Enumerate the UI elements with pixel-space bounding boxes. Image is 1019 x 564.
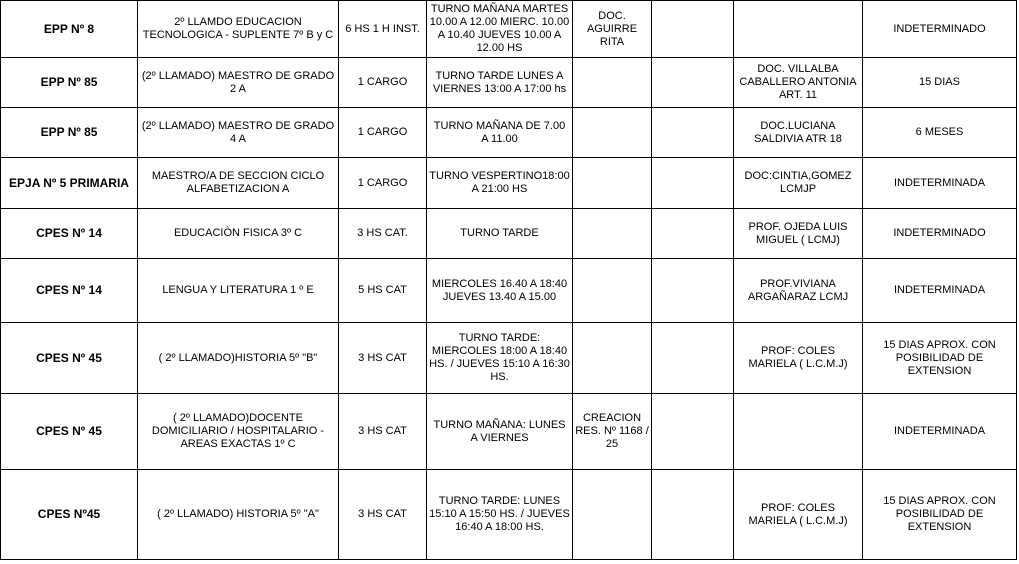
position-cell: ( 2º LLAMADO) HISTORIA 5º "A": [138, 470, 339, 560]
schedule-cell: TURNO MAÑANA: LUNES A VIERNES: [427, 394, 573, 470]
note-cell: [573, 58, 652, 108]
duration-cell: INDETERMINADA: [863, 259, 1017, 323]
replaces-cell: DOC. VILLALBA CABALLERO ANTONIA ART. 11: [734, 58, 863, 108]
note-cell: CREACION RES. Nº 1168 / 25: [573, 394, 652, 470]
hours-cell: 1 CARGO: [339, 58, 427, 108]
extra-cell: [652, 58, 734, 108]
replaces-cell: PROF.VIVIANA ARGAÑARAZ LCMJ: [734, 259, 863, 323]
hours-cell: 3 HS CAT: [339, 470, 427, 560]
duration-cell: INDETERMINADA: [863, 394, 1017, 470]
position-cell: LENGUA Y LITERATURA 1 º E: [138, 259, 339, 323]
school-cell: EPP Nº 8: [1, 1, 138, 58]
schedule-cell: TURNO TARDE: [427, 209, 573, 259]
extra-cell: [652, 394, 734, 470]
replaces-cell: PROF: COLES MARIELA ( L.C.M.J): [734, 470, 863, 560]
hours-cell: 1 CARGO: [339, 108, 427, 158]
replaces-cell: DOC.LUCIANA SALDIVIA ATR 18: [734, 108, 863, 158]
table-row: [1, 1, 1017, 58]
replaces-cell: PROF. OJEDA LUIS MIGUEL ( LCMJ): [734, 209, 863, 259]
replaces-cell: DOC:CINTIA,GOMEZ LCMJP: [734, 158, 863, 209]
extra-cell: [652, 323, 734, 394]
position-cell: MAESTRO/A DE SECCION CICLO ALFABETIZACION A: [138, 158, 339, 209]
duration-cell: INDETERMINADA: [863, 158, 1017, 209]
position-cell: 2º LLAMDO EDUCACION TECNOLOGICA - SUPLENTE 7º B y C: [138, 1, 339, 58]
position-cell: ( 2º LLAMADO)DOCENTE DOMICILIARIO / HOSPITALARIO - AREAS EXACTAS 1º C: [138, 394, 339, 470]
schedule-cell: TURNO TARDE LUNES A VIERNES 13:00 A 17:00 hs: [427, 58, 573, 108]
hours-cell: 3 HS CAT: [339, 394, 427, 470]
replaces-cell: PROF: COLES MARIELA ( L.C.M.J): [734, 323, 863, 394]
extra-cell: [652, 1, 734, 58]
position-cell: (2º LLAMADO) MAESTRO DE GRADO 4 A: [138, 108, 339, 158]
note-cell: [573, 323, 652, 394]
duration-cell: 15 DIAS APROX. CON POSIBILIDAD DE EXTENSION: [863, 323, 1017, 394]
duration-cell: INDETERMINADO: [863, 1, 1017, 58]
schedule-cell: TURNO TARDE: LUNES 15:10 A 15:50 HS. / JUEVES 16:40 A 18:00 HS.: [427, 470, 573, 560]
extra-cell: [652, 259, 734, 323]
position-cell: ( 2º LLAMADO)HISTORIA 5º "B": [138, 323, 339, 394]
table-row: [1, 108, 1017, 158]
school-cell: EPJA Nº 5 PRIMARIA: [1, 158, 138, 209]
hours-cell: 6 HS 1 H INST.: [339, 1, 427, 58]
hours-cell: 3 HS CAT.: [339, 209, 427, 259]
school-cell: CPES Nº45: [1, 470, 138, 560]
table-row: [1, 58, 1017, 108]
schedule-cell: TURNO MAÑANA MARTES 10.00 A 12.00 MIERC. 10.00 A 10.40 JUEVES 10.00 A 12.00 HS: [427, 1, 573, 58]
hours-cell: 1 CARGO: [339, 158, 427, 209]
extra-cell: [652, 158, 734, 209]
table-body: [1, 1, 1017, 560]
duration-cell: 6 MESES: [863, 108, 1017, 158]
schedule-cell: TURNO VESPERTINO18:00 A 21:00 HS: [427, 158, 573, 209]
school-cell: CPES Nº 45: [1, 323, 138, 394]
table-row: [1, 323, 1017, 394]
replaces-cell: [734, 1, 863, 58]
extra-cell: [652, 209, 734, 259]
table-row: [1, 470, 1017, 560]
table-row: [1, 259, 1017, 323]
extra-cell: [652, 108, 734, 158]
position-cell: (2º LLAMADO) MAESTRO DE GRADO 2 A: [138, 58, 339, 108]
note-cell: [573, 108, 652, 158]
note-cell: [573, 470, 652, 560]
note-cell: [573, 259, 652, 323]
schedule-cell: MIERCOLES 16.40 A 18:40 JUEVES 13.40 A 15.00: [427, 259, 573, 323]
position-cell: EDUCACIÒN FISICA 3º C: [138, 209, 339, 259]
school-cell: CPES Nº 14: [1, 259, 138, 323]
note-cell: [573, 209, 652, 259]
table-row: [1, 158, 1017, 209]
replaces-cell: [734, 394, 863, 470]
school-cell: CPES Nº 14: [1, 209, 138, 259]
table-row: [1, 209, 1017, 259]
extra-cell: [652, 470, 734, 560]
schedule-cell: TURNO MAÑANA DE 7.00 A 11.00: [427, 108, 573, 158]
duration-cell: INDETERMINADO: [863, 209, 1017, 259]
school-cell: CPES Nº 45: [1, 394, 138, 470]
schedule-cell: TURNO TARDE: MIERCOLES 18:00 A 18:40 HS. / JUEVES 15:10 A 16:30 HS.: [427, 323, 573, 394]
hours-cell: 3 HS CAT: [339, 323, 427, 394]
table-row: [1, 394, 1017, 470]
hours-cell: 5 HS CAT: [339, 259, 427, 323]
school-cell: EPP Nº 85: [1, 108, 138, 158]
note-cell: [573, 158, 652, 209]
note-cell: DOC. AGUIRRE RITA: [573, 1, 652, 58]
duration-cell: 15 DIAS APROX. CON POSIBILIDAD DE EXTENSION: [863, 470, 1017, 560]
duration-cell: 15 DIAS: [863, 58, 1017, 108]
school-cell: EPP Nº 85: [1, 58, 138, 108]
